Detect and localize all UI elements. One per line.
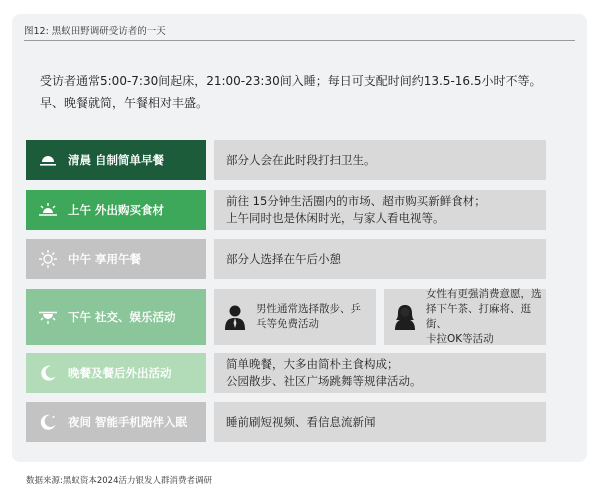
female-activity-line: 女性有更强消费意愿，选 [426,288,542,300]
male-person-icon [224,304,246,330]
timeline-label: 清晨 自制简单早餐 [68,153,165,167]
timeline-tag [26,353,206,393]
timeline-tag [26,239,206,279]
night-moon-icon [38,412,58,432]
timeline-tag [26,289,206,345]
female-activity-box [384,289,546,345]
afternoon-sun-icon [38,307,58,327]
timeline-description [214,353,546,393]
timeline-label: 上午 外出购买食材 [68,203,165,217]
description-line: 部分人选择在午后小憩 [226,251,341,266]
timeline-description [214,239,546,279]
female-activity-line: 卡拉OK等活动 [426,333,494,345]
timeline-tag [26,402,206,442]
rising-sun-icon [38,200,58,220]
source-note: 数据来源:黑蚁资本2024活力银发人群消费者调研 [26,476,212,486]
description-line: 公园散步、社区广场跳舞等规律活动。 [226,374,422,388]
timeline-tag [26,140,206,180]
intro-text [40,70,560,114]
description-line: 前往 15分钟生活圈内的市场、超市购买新鲜食材； [226,194,486,208]
figure-title: 图12: 黑蚁田野调研受访者的一天 [24,26,166,37]
moon-icon [38,363,58,383]
sun-icon [38,249,58,269]
timeline-description [214,140,546,180]
timeline-description [214,402,546,442]
description-line: 简单晚餐，大多由简朴主食构成； [226,357,399,371]
timeline-tag [26,190,206,230]
timeline-label: 下午 社交、娱乐活动 [68,310,176,324]
male-activity-box [214,289,376,345]
sunrise-icon [38,150,58,170]
description-line: 部分人会在此时段打扫卫生。 [226,152,376,167]
timeline-label: 晚餐及餐后外出活动 [68,366,172,380]
male-activity-line: 乓等免费活动 [256,318,319,330]
description-line: 上午同时也是休闲时光，与家人看电视等。 [226,211,445,225]
female-activity-line: 择下午茶、打麻将、逛街、 [426,303,531,330]
timeline-label: 中午 享用午餐 [68,252,142,266]
male-activity-line: 男性通常选择散步、乒 [256,303,361,315]
timeline-description [214,190,546,230]
female-person-icon [394,304,416,330]
title-divider [24,40,575,41]
intro-line-2: 早、晚餐就简，午餐相对丰盛。 [40,96,209,110]
description-line: 睡前刷短视频、看信息流新闻 [226,414,376,429]
intro-line-1: 受访者通常5:00-7:30间起床，21:00-23:30间入睡；每日可支配时间约13.5-16.5小时不等。 [40,74,542,88]
timeline-label: 夜间 智能手机陪伴入眠 [68,415,188,429]
